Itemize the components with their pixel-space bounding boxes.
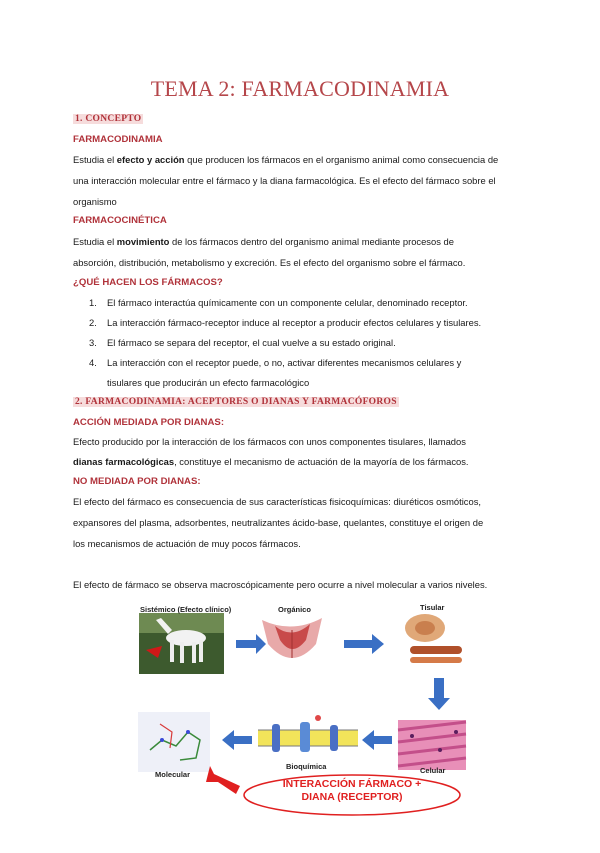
farmacodinamia-line-2: una interacción molecular entre el fármaco y la diana farmacológica. Es el efecto del fármaco sobre el <box>73 175 496 186</box>
farmacodinamia-heading: FARMACODINAMIA <box>73 134 163 145</box>
callout-arrow-icon <box>206 766 240 794</box>
label-tisular: Tisular <box>420 603 445 612</box>
que-hacen-heading: ¿QUÉ HACEN LOS FÁRMACOS? <box>73 277 223 288</box>
page-title: TEMA 2: FARMACODINAMIA <box>150 76 450 101</box>
label-sistemico: Sistémico (Efecto clínico) <box>140 605 232 614</box>
efecto-line: El efecto de fármaco se observa macroscópicamente pero ocurre a nivel molecular a varios niveles. <box>73 579 488 590</box>
membrane-biochem-image <box>258 715 358 752</box>
text-run: Estudia el <box>73 236 117 247</box>
molecular-structure-image <box>138 712 210 772</box>
no-mediada-line-1: El efecto del fármaco es consecuencia de sus características fisicoquímicas: diuréticos osmóticos, <box>73 496 481 507</box>
callout-line-1: INTERACCIÓN FÁRMACO + <box>282 778 422 790</box>
bold-term: dianas farmacológicas <box>73 456 175 467</box>
farmacocinetica-line-1 <box>73 236 454 248</box>
muscle-organ-image <box>262 618 322 658</box>
arrow-right-icon <box>236 634 266 654</box>
no-mediada-heading: NO MEDIADA POR DIANAS: <box>73 476 201 487</box>
list-number: 2. <box>89 317 97 328</box>
bold-term: movimiento <box>116 236 170 247</box>
text-run: , constituye el mecanismo de actuación de la mayoría de los fármacos. <box>174 456 469 467</box>
cellular-histology-image <box>398 720 466 770</box>
list-item: La interacción con el receptor puede, o no, activar diferentes mecanismos celulares y <box>107 357 462 368</box>
levels-diagram <box>0 600 600 848</box>
list-item: El fármaco interactúa químicamente con un componente celular, denominado receptor. <box>107 297 468 308</box>
arrow-down-icon <box>428 678 450 710</box>
section-heading-aceptores: 2. FARMACODINAMIA: ACEPTORES O DIANAS Y FARMACÓFOROS <box>75 397 397 407</box>
list-item: El fármaco se separa del receptor, el cual vuelve a su estado original. <box>107 337 396 348</box>
mediada-line-2 <box>73 456 469 468</box>
horse-image <box>139 613 224 674</box>
farmacocinetica-line-2: absorción, distribución, metabolismo y excreción. Es el efecto del organismo sobre el fármaco. <box>73 257 466 268</box>
list-item-continuation: tisulares que producirán un efecto farmacológico <box>107 377 310 388</box>
no-mediada-line-2: expansores del plasma, adsorbentes, neutralizantes ácido-base, quelantes, constituye el origen de <box>73 517 484 528</box>
no-mediada-line-3: los mecanismos de actuación de muy pocos fármacos. <box>73 538 301 549</box>
list-number: 4. <box>89 357 97 368</box>
text-run: que producen los fármacos en el organismo animal como consecuencia de <box>184 154 499 165</box>
levels-figure <box>0 600 600 848</box>
arrow-right-icon <box>344 634 384 654</box>
section-heading-concepto: 1. CONCEPTO <box>75 114 142 124</box>
mediada-heading: ACCIÓN MEDIADA POR DIANAS: <box>73 417 225 428</box>
list-number: 3. <box>89 337 97 348</box>
label-bioquimica: Bioquímica <box>286 762 327 771</box>
list-number: 1. <box>89 297 97 308</box>
text-run: de los fármacos dentro del organismo animal mediante procesos de <box>169 236 454 247</box>
label-organico: Orgánico <box>278 605 311 614</box>
text-run: Estudia el <box>73 154 117 165</box>
list-item: La interacción fármaco-receptor induce al receptor a producir efectos celulares y tisulares. <box>107 317 482 328</box>
farmacodinamia-line-3: organismo <box>73 196 117 207</box>
mediada-line-1: Efecto producido por la interacción de los fármacos con unos componentes tisulares, llamados <box>73 436 466 447</box>
label-molecular: Molecular <box>155 770 191 779</box>
farmacocinetica-heading: FARMACOCINÉTICA <box>73 215 167 226</box>
label-celular: Celular <box>420 766 446 775</box>
arrow-left-icon <box>222 730 252 750</box>
callout-text <box>244 778 460 804</box>
farmacodinamia-line-1 <box>73 154 498 166</box>
bold-term: efecto y acción <box>116 154 185 165</box>
callout-line-2: DIANA (RECEPTOR) <box>301 791 403 803</box>
arrow-left-icon <box>362 730 392 750</box>
muscle-tissue-image <box>405 614 462 663</box>
